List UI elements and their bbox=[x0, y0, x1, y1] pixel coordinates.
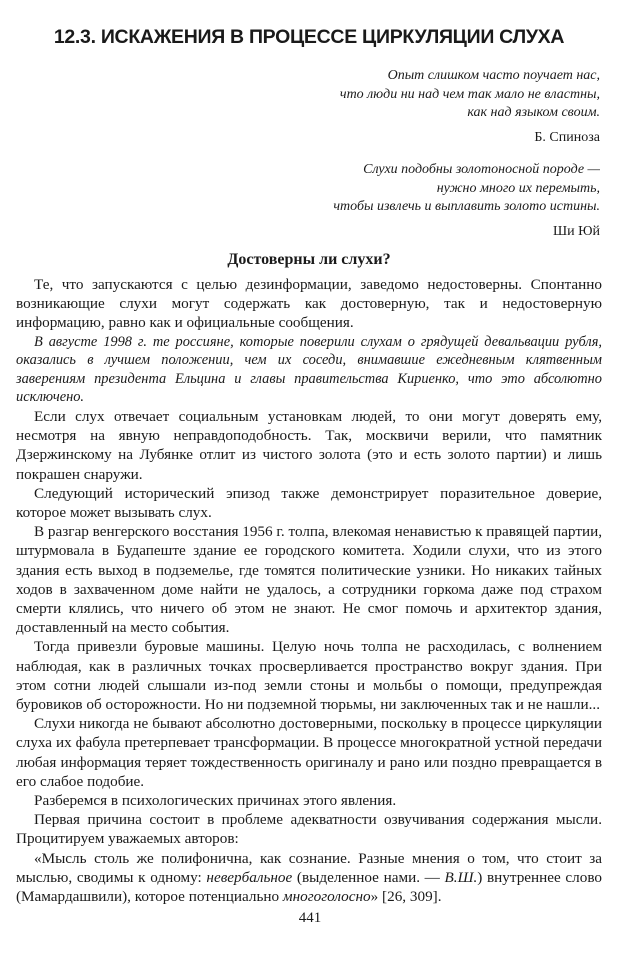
quote-emphasis: невербальное bbox=[206, 868, 293, 886]
paragraph: Следующий исторический эпизод также демонстрирует поразительное доверие, которое может вызывать слух. bbox=[16, 484, 602, 521]
page-number: 441 bbox=[298, 910, 322, 926]
paragraph: Первая причина состоит в проблеме адекватности озвучивания содержания мысли. Процитируем уважаемых авторов: bbox=[16, 811, 602, 848]
quote-emphasis: многоголосно bbox=[282, 888, 371, 906]
paragraph: Разберемся в психологических причинах этого явления. bbox=[34, 792, 397, 810]
quote-text: (выделенное нами. — bbox=[292, 868, 445, 886]
epigraph-line: чтобы извлечь и выплавить золото истины. bbox=[333, 199, 600, 214]
paragraph-example: В августе 1998 г. те россияне, которые поверили слухам о грядущей девальвации рубля, оказались в лучшем положении, чем их соседи, внимавшие ежедневным клятвенным заверениям президента Ельцина и главы правительства Кириенко, что это абсолютно исключено. bbox=[16, 333, 602, 406]
quote-text: «Мысль столь же полифонична, как сознание. Разные мнения о том, что стоит за мыслью, сводимы к одному: bbox=[16, 849, 602, 886]
chapter-title: 12.3. ИСКАЖЕНИЯ В ПРОЦЕССЕ ЦИРКУЛЯЦИИ СЛУХА bbox=[53, 26, 565, 48]
body-text bbox=[16, 275, 602, 906]
quote-paragraph bbox=[16, 849, 602, 907]
quote-text: ) внутреннее слово (Мамардашвили), которое потенциально bbox=[16, 868, 603, 906]
epigraph-line: как над языком своим. bbox=[467, 105, 600, 120]
epigraph-shi-yui bbox=[16, 161, 600, 241]
paragraph: В разгар венгерского восстания 1956 г. толпа, влекомая ненавистью к правящей партии, штурмовала в Будапеште здание ее городского комитета. Ходили слухи, что из этого здания есть выход в подземелье, где томятся политические узники. Но никаких тайных ходов в захваченном доме найти не удалось, а сотрудники горкома даже под страхом смерти клялись, что ничего об этом не знают. Не смог помочь и архитектор здания, доставленный на место события. bbox=[16, 523, 603, 637]
paragraph: Тогда привезли буровые машины. Целую ночь толпа не расходилась, с волнением наблюдая, как в различных точках просверливается пространство вокруг здания. При этом сотни людей слышали из-под земли стоны и мольбы о помощи, предупреждая буровиков об осторожности. Но ни подземной тюрьмы, ни заключенных так и не нашли... bbox=[16, 638, 602, 714]
paragraph: Те, что запускаются с целью дезинформации, заведомо недостоверны. Спонтанно возникающие слухи могут содержать как достоверную, так и недостоверную информацию, равно как и официальные сообщения. bbox=[16, 276, 602, 332]
paragraph: Слухи никогда не бывают абсолютно достоверными, поскольку в процессе циркуляции слуха их фабула претерпевает трансформации. В процессе многократной устной передачи любая информация теряет тождественность оригиналу и рано или поздно превращается в его слабое подобие. bbox=[16, 715, 602, 790]
epigraph-line: что люди ни над чем так мало не властны, bbox=[339, 86, 600, 102]
epigraph-author: Ши Юй bbox=[553, 223, 600, 239]
epigraph-line: Слухи подобны золотоносной породе — bbox=[363, 162, 600, 177]
quote-emphasis: В.Ш. bbox=[444, 868, 478, 886]
epigraph-line: нужно много их перемыть, bbox=[436, 180, 600, 196]
section-title: Достоверны ли слухи? bbox=[227, 251, 391, 268]
quote-text: » [26, 309]. bbox=[370, 888, 442, 906]
epigraph-line: Опыт слишком часто поучает нас, bbox=[387, 68, 600, 83]
epigraph-spinoza bbox=[16, 67, 600, 147]
epigraph-author: Б. Спиноза bbox=[534, 129, 600, 145]
paragraph: Если слух отвечает социальным установкам людей, то они могут доверять ему, несмотря на явную неправдоподобность. Так, москвичи верили, что памятник Дзержинскому на Лубянке отлит из чистого золота (это и есть золото партии) и лишь покрашен снаружи. bbox=[16, 407, 602, 483]
